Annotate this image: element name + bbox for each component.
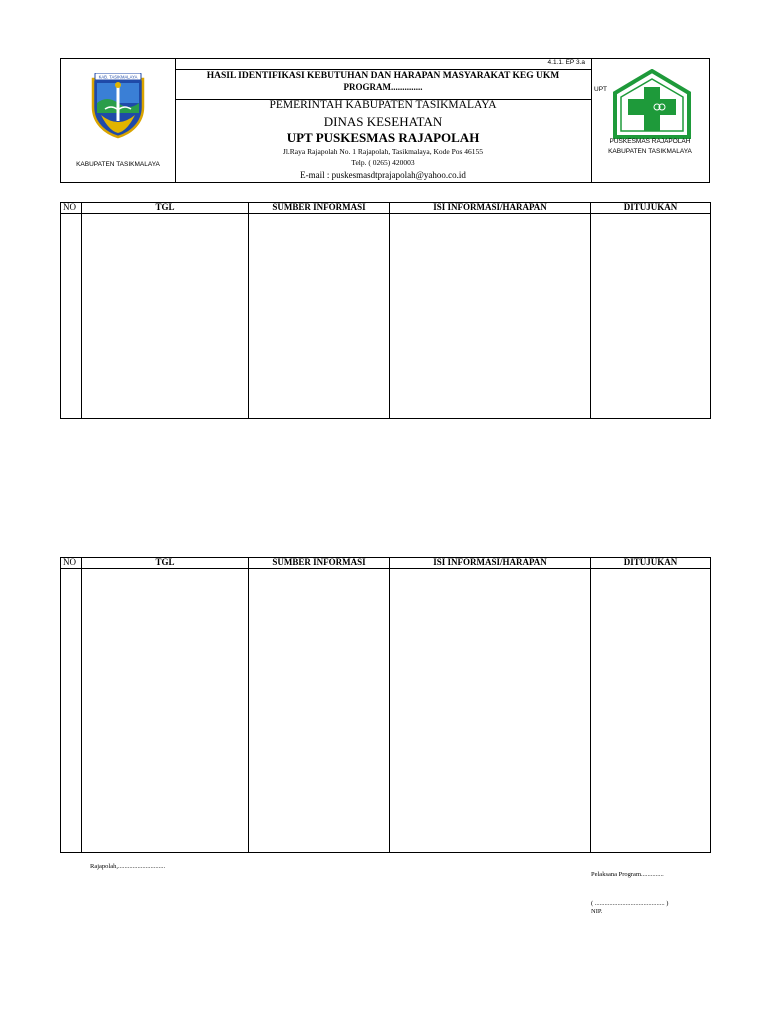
table-row bbox=[61, 214, 711, 419]
cell-sumber[interactable] bbox=[249, 569, 390, 853]
tasikmalaya-crest-icon bbox=[87, 73, 149, 139]
data-table-2 bbox=[60, 557, 711, 853]
cell-tgl[interactable] bbox=[82, 214, 249, 419]
document-header bbox=[60, 58, 710, 183]
email-line: E-mail : puskesmasdtprajapolah@yahoo.co.id bbox=[300, 170, 466, 180]
header-right-cell bbox=[591, 59, 709, 182]
crest-banner-text: KAB. TASIKMALAYA bbox=[98, 74, 138, 80]
col-isi-header: ISI INFORMASI/HARAPAN bbox=[390, 558, 591, 569]
signature-name-line: ( ........................................... ) bbox=[591, 900, 669, 907]
cell-ditujukan[interactable] bbox=[591, 214, 711, 419]
signature-nip: NIP. bbox=[591, 908, 603, 915]
table-header-row bbox=[61, 203, 711, 214]
title-line-1: HASIL IDENTIFIKASI KEBUTUHAN DAN HARAPAN MASYARAKAT KEG UKM bbox=[206, 71, 560, 81]
right-logo-label-1: PUSKESMAS RAJAPOLAH bbox=[609, 138, 691, 145]
col-isi-header: ISI INFORMASI/HARAPAN bbox=[390, 203, 591, 214]
table-header-row bbox=[61, 558, 711, 569]
cell-tgl[interactable] bbox=[82, 569, 249, 853]
title-line-2: PROGRAM.............. bbox=[343, 82, 423, 92]
puskesmas-logo-icon bbox=[613, 69, 691, 139]
address-line: Jl.Raya Rajapolah No. 1 Rajapolah, Tasikmalaya, Kode Pos 46155 bbox=[282, 147, 484, 156]
col-ditujukan-header: DITUJUKAN bbox=[591, 203, 711, 214]
col-sumber-header: SUMBER INFORMASI bbox=[249, 203, 390, 214]
phone-line: Telp. ( 0265) 420003 bbox=[351, 158, 415, 167]
table-row bbox=[61, 569, 711, 853]
gov-line-3: UPT PUSKESMAS RAJAPOLAH bbox=[286, 130, 480, 145]
signature-place-date: Rajapolah,............................. bbox=[90, 863, 166, 870]
form-code: 4.1.1. EP 3.a bbox=[547, 59, 585, 66]
cell-ditujukan[interactable] bbox=[591, 569, 711, 853]
cell-no[interactable] bbox=[61, 214, 82, 419]
col-ditujukan-header: DITUJUKAN bbox=[591, 558, 711, 569]
col-tgl-header: TGL bbox=[82, 203, 249, 214]
gov-line-1: PEMERINTAH KABUPATEN TASIKMALAYA bbox=[269, 99, 497, 111]
header-middle-cell bbox=[175, 59, 592, 182]
col-no-header: NO bbox=[61, 558, 82, 569]
left-logo-label: KABUPATEN TASIKMALAYA bbox=[76, 161, 160, 168]
cell-sumber[interactable] bbox=[249, 214, 390, 419]
data-table-1 bbox=[60, 202, 711, 419]
cell-isi[interactable] bbox=[390, 214, 591, 419]
col-no-header: NO bbox=[61, 203, 82, 214]
cell-no[interactable] bbox=[61, 569, 82, 853]
document-title bbox=[175, 69, 591, 100]
upt-tag: UPT bbox=[594, 86, 607, 93]
gov-line-2: DINAS KESEHATAN bbox=[323, 114, 443, 129]
col-sumber-header: SUMBER INFORMASI bbox=[249, 558, 390, 569]
header-left-cell bbox=[61, 59, 176, 182]
right-logo-label-2: KABUPATEN TASIKMALAYA bbox=[608, 148, 692, 155]
col-tgl-header: TGL bbox=[82, 558, 249, 569]
cell-isi[interactable] bbox=[390, 569, 591, 853]
signature-role: Pelaksana Program.............. bbox=[591, 871, 664, 878]
